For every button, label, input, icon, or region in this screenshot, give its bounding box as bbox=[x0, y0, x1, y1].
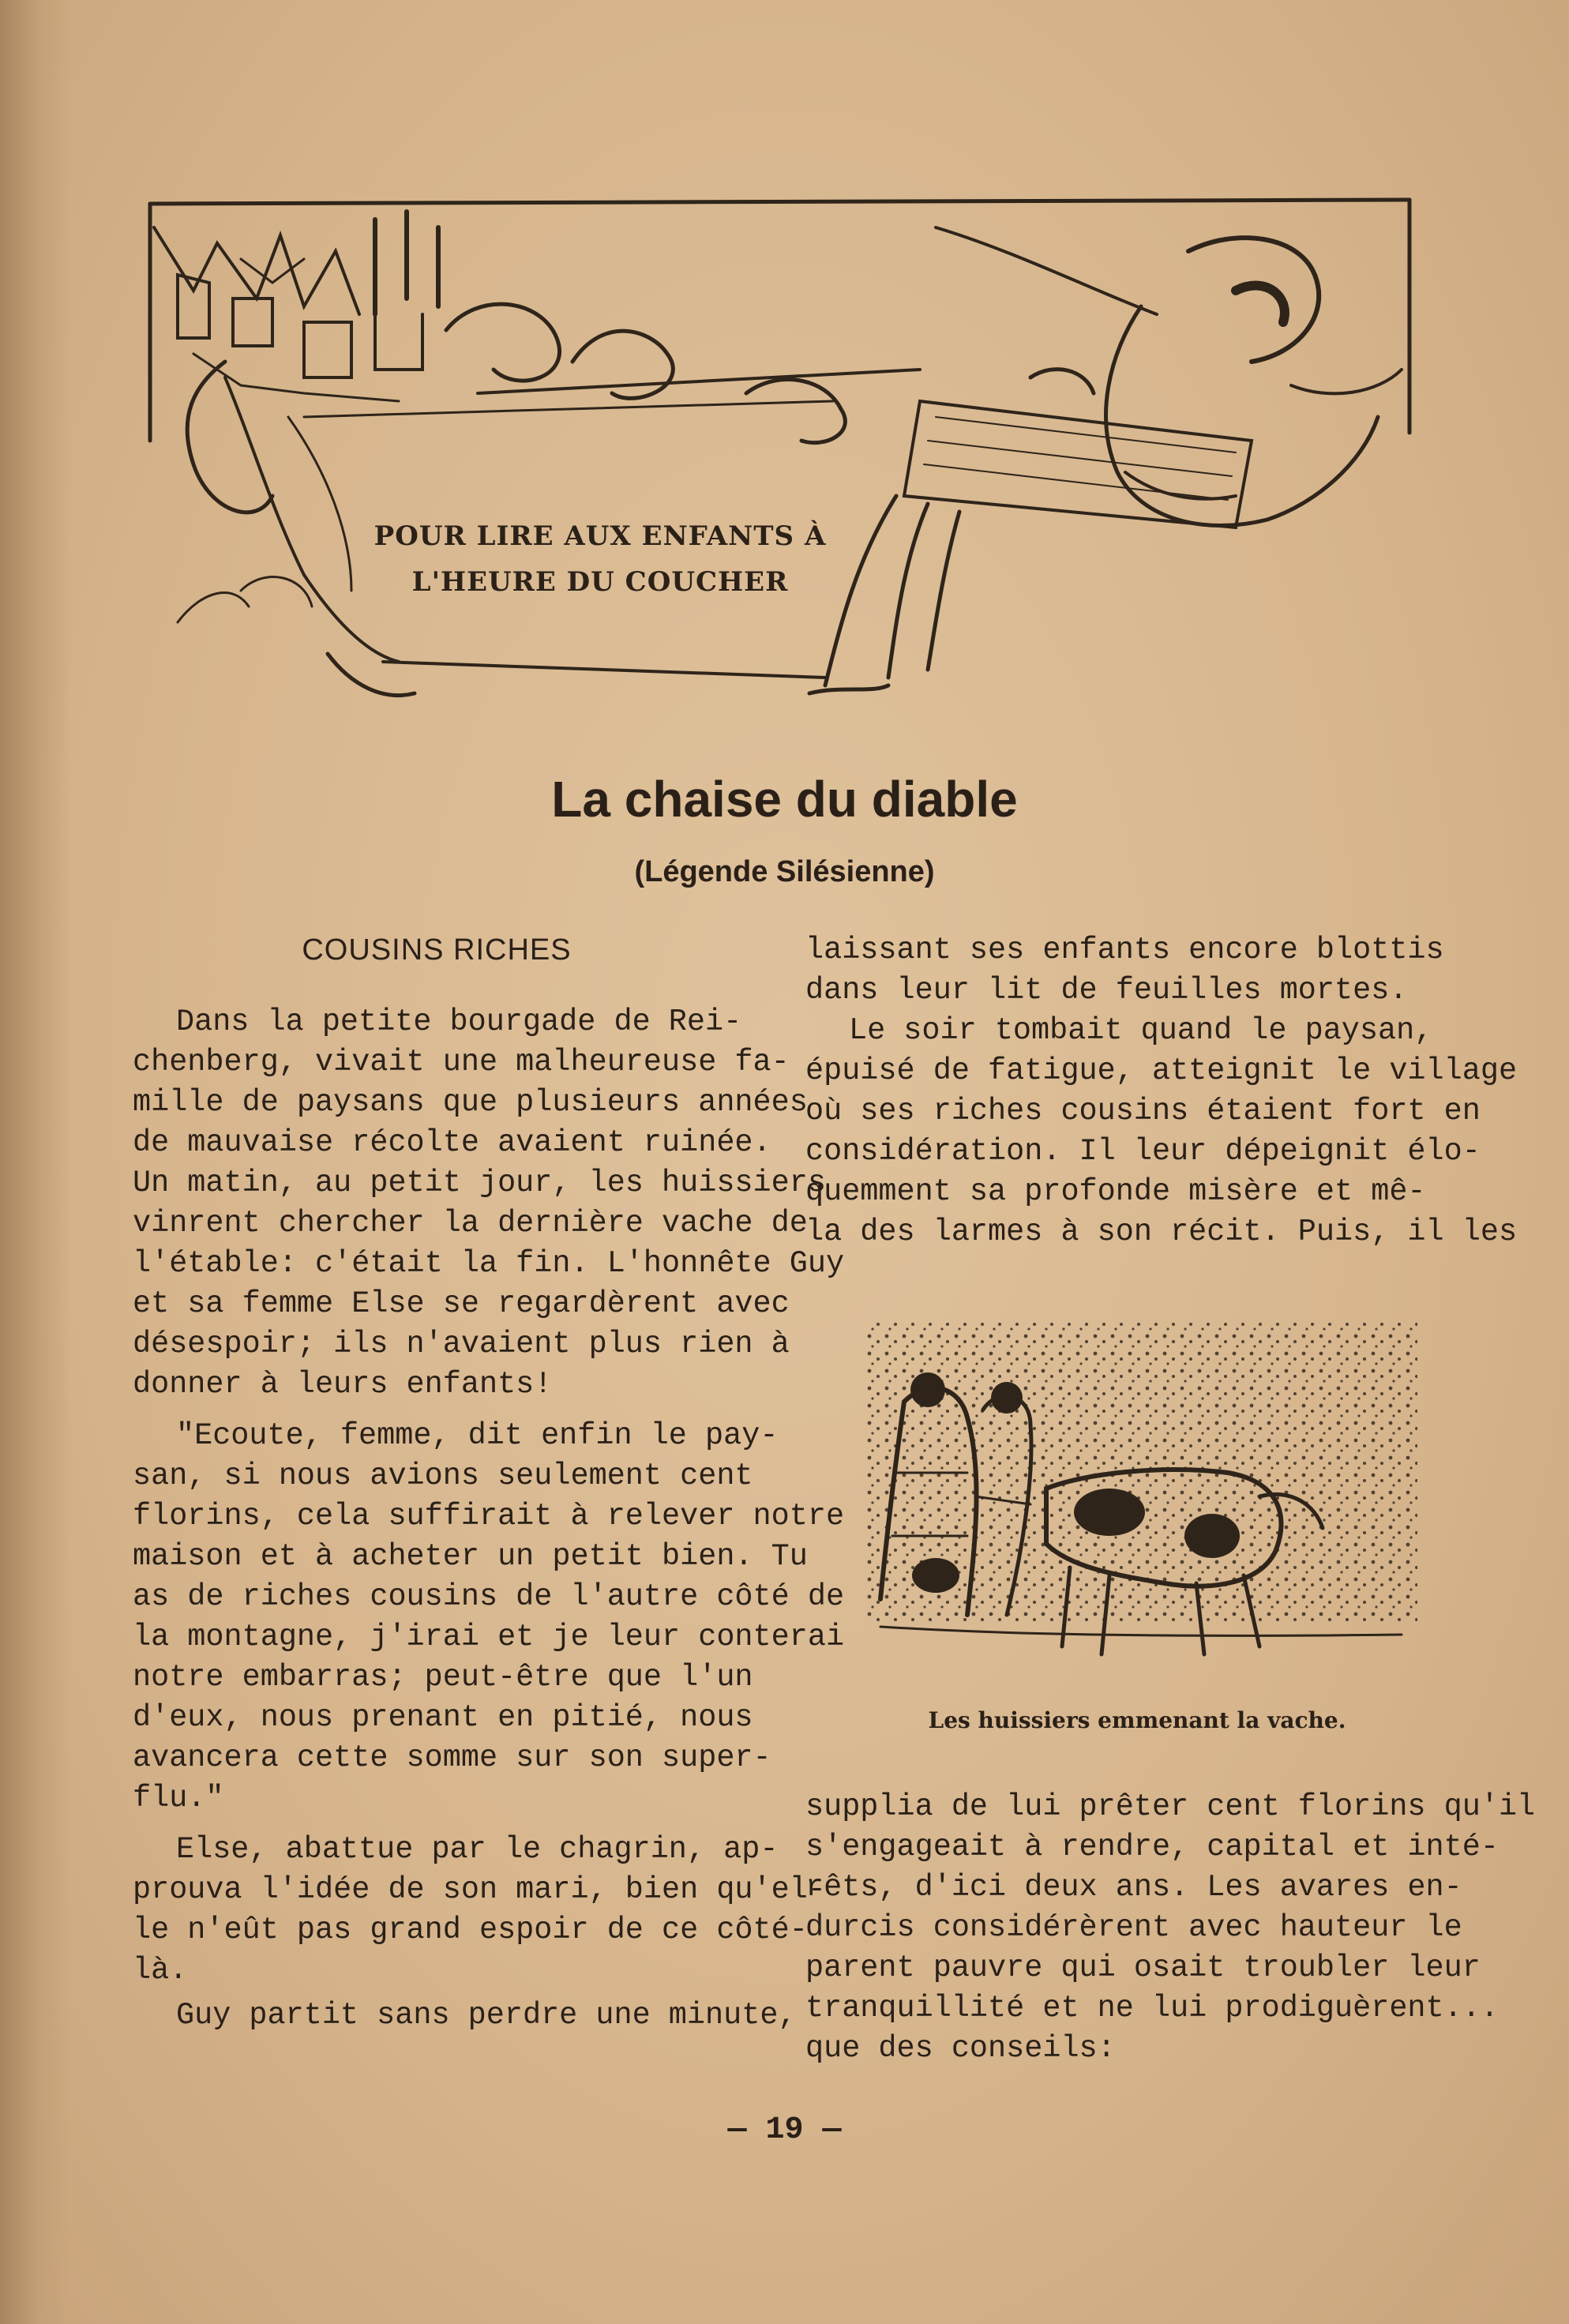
text-line: l'étable: c'était la fin. L'honnête Guy bbox=[133, 1246, 845, 1281]
text-line: où ses riches cousins étaient fort en bbox=[805, 1094, 1481, 1128]
page-number: — 19 — bbox=[727, 2112, 842, 2148]
text-line: prouva l'idée de son mari, bien qu'el- bbox=[133, 1872, 826, 1907]
right-column-bottom bbox=[805, 1787, 1536, 2069]
header-illustration bbox=[146, 180, 1417, 733]
text-line: que des conseils: bbox=[805, 2031, 1116, 2066]
text-line: avancera cette somme sur son super- bbox=[133, 1740, 771, 1775]
paragraph bbox=[805, 1787, 1536, 2069]
text-line: désespoir; ils n'avaient plus rien à bbox=[133, 1327, 790, 1361]
text-line: le n'eût pas grand espoir de ce côté- bbox=[133, 1913, 808, 1947]
text-line: tranquillité et ne lui prodiguèrent... bbox=[805, 1991, 1499, 2026]
text-line: Le soir tombait quand le paysan, bbox=[849, 1013, 1433, 1048]
text-line: florins, cela suffirait à relever notre bbox=[133, 1499, 845, 1534]
text-line: mille de paysans que plusieurs années bbox=[133, 1085, 808, 1120]
paragraph bbox=[133, 1002, 845, 1405]
text-line: là. bbox=[133, 1953, 188, 1988]
left-column bbox=[133, 930, 845, 2036]
text-line: de mauvaise récolte avaient ruinée. bbox=[133, 1125, 771, 1160]
text-line: d'eux, nous prenant en pitié, nous bbox=[133, 1700, 753, 1735]
text-line: quemment sa profonde misère et mê- bbox=[805, 1174, 1426, 1209]
illustration-caption: Les huissiers emmenant la vache. bbox=[928, 1707, 1346, 1733]
text-line: Dans la petite bourgade de Rei- bbox=[176, 1004, 742, 1039]
text-line: la des larmes à son récit. Puis, il les bbox=[805, 1215, 1518, 1249]
text-line: et sa femme Else se regardèrent avec bbox=[133, 1286, 790, 1321]
text-line: chenberg, vivait une malheureuse fa- bbox=[133, 1045, 790, 1079]
text-line: donner à leurs enfants! bbox=[133, 1367, 553, 1402]
text-line: Un matin, au petit jour, les huissiers bbox=[133, 1166, 826, 1200]
text-line: as de riches cousins de l'autre côté de bbox=[133, 1579, 845, 1614]
text-line: notre embarras; peut-être que l'un bbox=[133, 1660, 753, 1695]
text-line: Guy partit sans perdre une minute, bbox=[176, 1998, 797, 2033]
section-heading: COUSINS RICHES bbox=[302, 933, 572, 967]
text-line: flu." bbox=[133, 1781, 224, 1815]
text-line: laissant ses enfants encore blottis bbox=[805, 933, 1444, 967]
text-line: san, si nous avions seulement cent bbox=[133, 1459, 753, 1493]
text-line: la montagne, j'irai et je leur conterai bbox=[133, 1620, 845, 1654]
cow-illustration bbox=[849, 1315, 1433, 1682]
text-line: vinrent chercher la dernière vache de bbox=[133, 1206, 808, 1241]
article-subtitle: (Légende Silésienne) bbox=[634, 855, 935, 888]
banner-line-1: POUR LIRE AUX ENFANTS À bbox=[373, 520, 827, 552]
text-line: dans leur lit de feuilles mortes. bbox=[805, 973, 1408, 1008]
paragraph bbox=[805, 1011, 1518, 1252]
article-title: La chaise du diable bbox=[551, 771, 1018, 828]
paragraph bbox=[133, 1416, 845, 1819]
header-banner bbox=[332, 513, 869, 605]
page-gutter-shadow bbox=[0, 0, 71, 2324]
text-line: s'engageait à rendre, capital et inté- bbox=[805, 1830, 1499, 1864]
text-line: "Ecoute, femme, dit enfin le pay- bbox=[176, 1418, 779, 1453]
right-column-top bbox=[805, 930, 1518, 1252]
text-line: durcis considérèrent avec hauteur le bbox=[805, 1910, 1462, 1945]
banner-line-2: L'HEURE DU COUCHER bbox=[411, 566, 789, 598]
text-line: rêts, d'ici deux ans. Les avares en- bbox=[805, 1870, 1462, 1905]
text-line: maison et à acheter un petit bien. Tu bbox=[133, 1539, 808, 1574]
text-line: parent pauvre qui osait troubler leur bbox=[805, 1950, 1481, 1985]
text-line: considération. Il leur dépeignit élo- bbox=[805, 1134, 1481, 1169]
text-line: épuisé de fatigue, atteignit le village bbox=[805, 1053, 1518, 1088]
paragraph bbox=[133, 1830, 826, 1991]
paragraph bbox=[133, 1995, 797, 2036]
text-line: Else, abattue par le chagrin, ap- bbox=[176, 1832, 779, 1867]
paragraph bbox=[805, 930, 1445, 1011]
text-line: supplia de lui prêter cent florins qu'il bbox=[805, 1789, 1536, 1824]
